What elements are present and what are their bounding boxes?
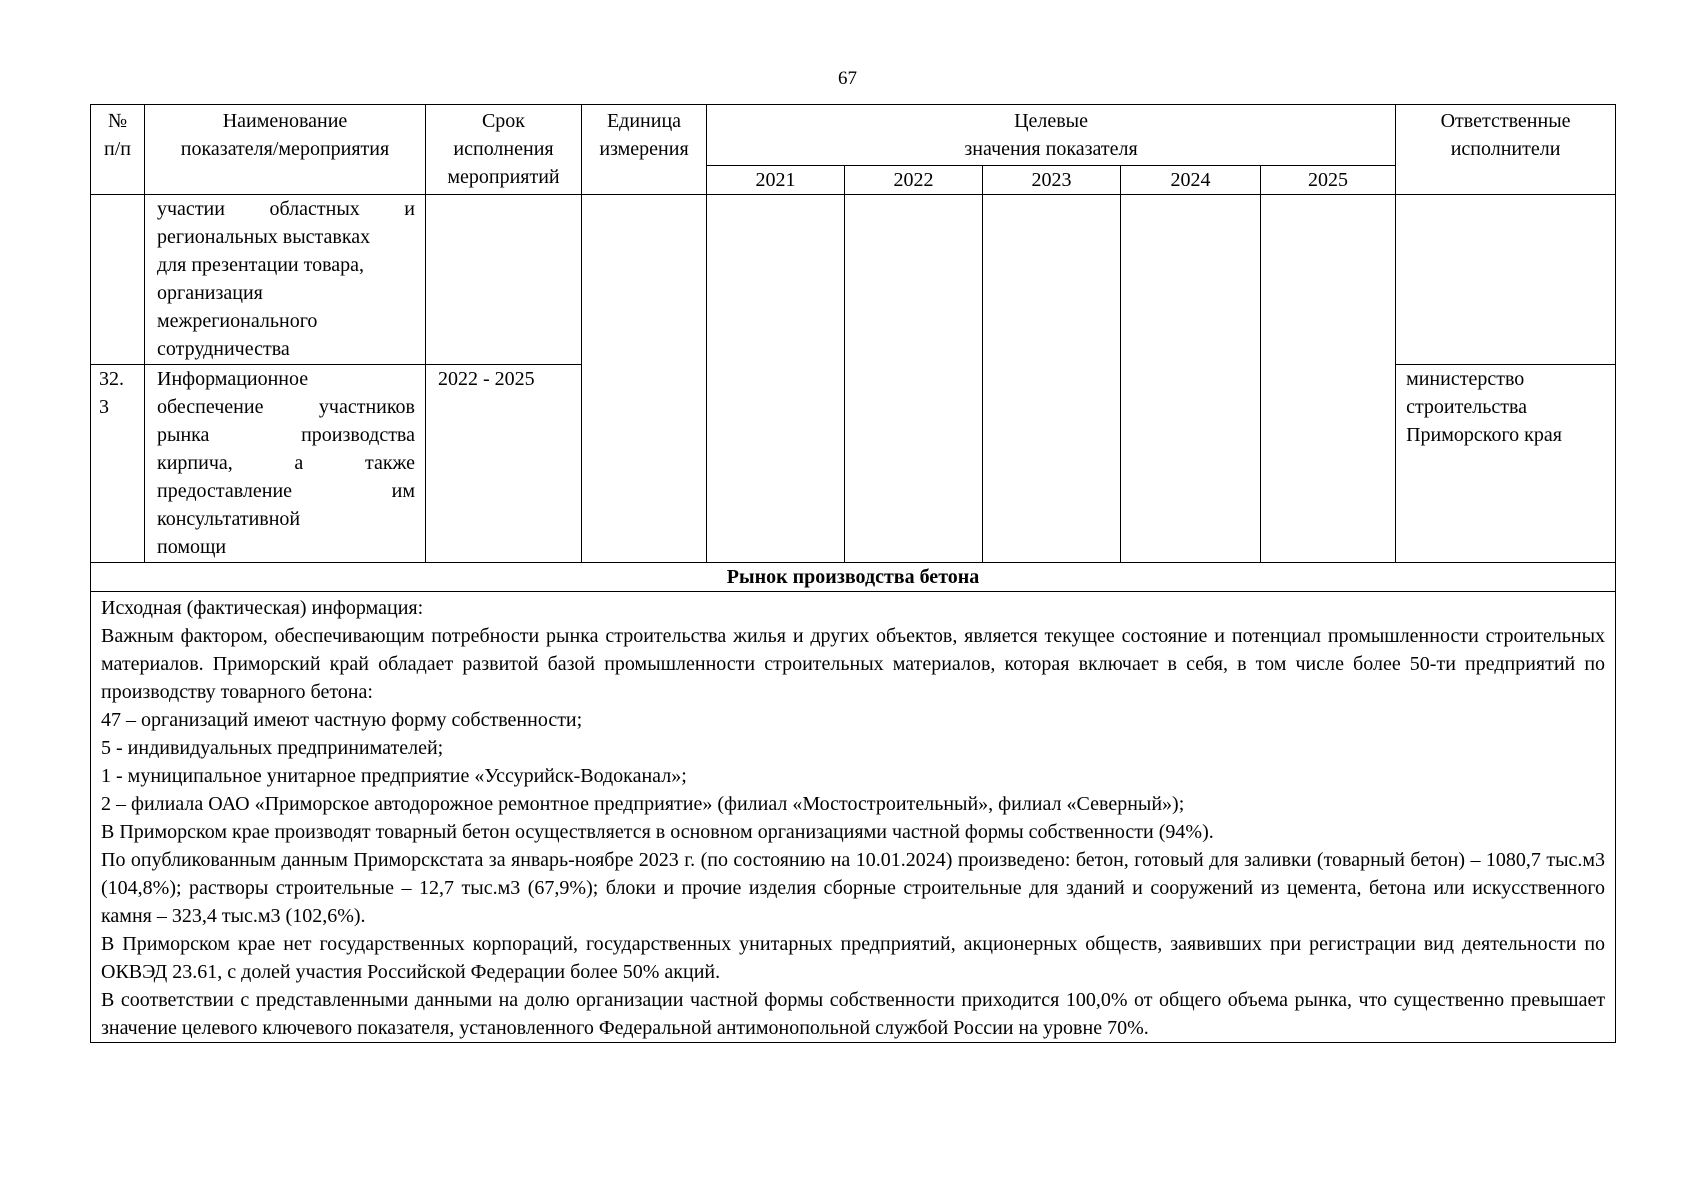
info-paragraph: Важным фактором, обеспечивающим потребности рынка строительства жилья и других объектов, является текущее состояние и потенциал промышленности строительных материалов. Приморский край обладает развитой базой промышленности строительных материалов, которая включает в себя, в том числе более 50-ти предприятий по производству товарного бетона: — [101, 625, 1606, 703]
table-header-row — [91, 105, 1616, 166]
info-list-item: 1 - муниципальное унитарное предприятие «Уссурийск-Водоканал»; — [101, 765, 687, 787]
info-block — [91, 592, 1616, 1043]
header-target-values: Целевые значения показателя — [707, 105, 1396, 166]
year-2022: 2022 — [845, 166, 983, 195]
row-value-2025 — [1261, 195, 1396, 563]
header-num: № п/п — [91, 105, 145, 195]
header-term: Срок исполнения мероприятий — [426, 105, 582, 195]
indicators-table — [90, 104, 1616, 1043]
year-2021: 2021 — [707, 166, 845, 195]
row-term: 2022 - 2025 — [426, 365, 582, 563]
row-unit — [582, 195, 707, 563]
row-name: Информационное обеспечение участников рынка производства кирпича, а также предоставление им консультативной помощи — [145, 365, 426, 563]
row-num: 32. 3 — [91, 365, 145, 563]
section-title: Рынок производства бетона — [91, 563, 1616, 592]
section-row — [91, 563, 1616, 592]
info-paragraph: В соответствии с представленными данными на долю организации частной формы собственности приходится 100,0% от общего объема рынка, что существенно превышает значение целевого ключевого показателя, установленного Федеральной антимонопольной службой России на уровне 70%. — [101, 989, 1606, 1039]
info-list-item: 5 - индивидуальных предпринимателей; — [101, 737, 444, 759]
info-paragraph: В Приморском крае нет государственных корпораций, государственных унитарных предприятий, акционерных обществ, заявивших при регистрации вид деятельности по ОКВЭД 23.61, с долей участия Российской Федерации более 50% акций. — [101, 933, 1606, 983]
info-list-item: 2 – филиала ОАО «Приморское автодорожное ремонтное предприятие» (филиал «Мостостроительный», филиал «Северный»); — [101, 793, 1185, 815]
year-2024: 2024 — [1121, 166, 1261, 195]
row-responsible — [1396, 195, 1616, 365]
year-2025: 2025 — [1261, 166, 1396, 195]
info-heading: Исходная (фактическая) информация: — [101, 597, 424, 619]
row-term — [426, 195, 582, 365]
info-paragraph: В Приморском крае производят товарный бетон осуществляется в основном организациями частной формы собственности (94%). — [101, 821, 1214, 843]
row-num — [91, 195, 145, 365]
row-responsible: министерство строительства Приморского края — [1396, 365, 1616, 563]
page-number: 67 — [838, 68, 857, 89]
info-list-item: 47 – организаций имеют частную форму собственности; — [101, 709, 583, 731]
header-unit: Единица измерения — [582, 105, 707, 195]
year-2023: 2023 — [983, 166, 1121, 195]
header-responsible: Ответственные исполнители — [1396, 105, 1616, 195]
row-value-2024 — [1121, 195, 1261, 563]
header-name: Наименование показателя/мероприятия — [145, 105, 426, 195]
info-row — [91, 592, 1616, 1043]
row-value-2022 — [845, 195, 983, 563]
info-paragraph: По опубликованным данным Приморскстата за январь-ноябре 2023 г. (по состоянию на 10.01.2024) произведено: бетон, готовый для заливки (товарный бетон) – 1080,7 тыс.м3 (104,8%); растворы строительные – 12,7 тыс.м3 (67,9%); блоки и прочие изделия сборные строительные для зданий и сооружений из цемента, бетона или искусственного камня – 323,4 тыс.м3 (102,6%). — [101, 849, 1606, 927]
row-name: участии областных и региональных выставках для презентации товара, организация межрегионального сотрудничества — [145, 195, 426, 365]
table-row — [91, 195, 1616, 365]
row-value-2023 — [983, 195, 1121, 563]
row-value-2021 — [707, 195, 845, 563]
